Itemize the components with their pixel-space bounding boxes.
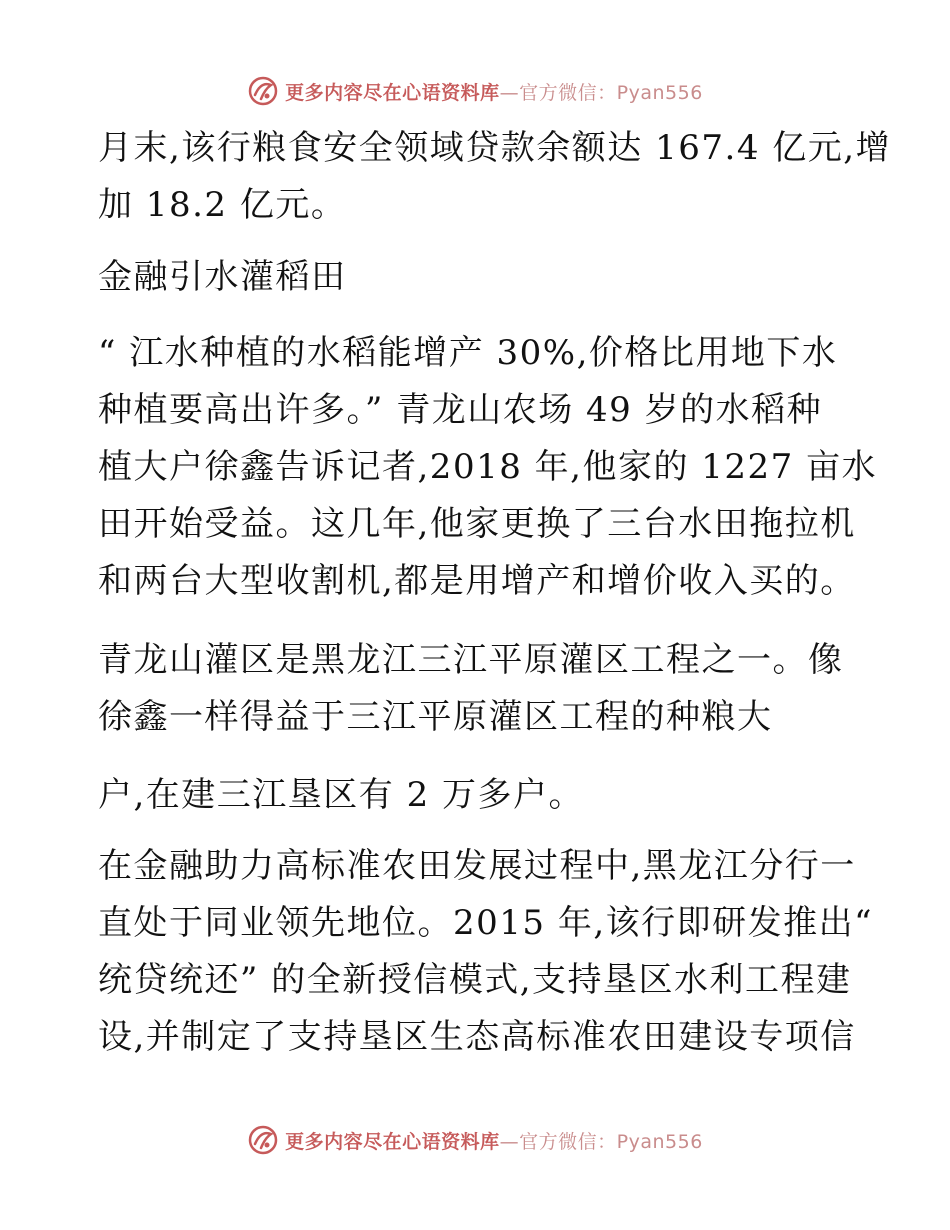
watermark-text xyxy=(285,78,703,105)
text-line: 田开始受益。这几年,他家更换了三台水田拖拉机 xyxy=(98,504,856,544)
text-line: 徐鑫一样得益于三江平原灌区工程的种粮大 xyxy=(98,697,773,737)
text-line: 设,并制定了支持垦区生态高标准农田建设专项信 xyxy=(98,1017,856,1057)
swirl-logo-icon xyxy=(247,75,279,107)
watermark-contact: 官方微信：Pyan556 xyxy=(519,81,703,104)
watermark-separator: — xyxy=(499,81,520,104)
text-line: 直处于同业领先地位。2015 年,该行即研发推出“ xyxy=(98,903,874,943)
text-line: 加 18.2 亿元。 xyxy=(98,185,347,225)
text-line: 月末,该行粮食安全领域贷款余额达 167.4 亿元,增 xyxy=(98,128,892,168)
watermark-brand: 更多内容尽在心语资料库 xyxy=(285,1130,500,1153)
text-line: 统贷统还” 的全新授信模式,支持垦区水利工程建 xyxy=(98,960,852,1000)
text-line: 在金融助力高标准农田发展过程中,黑龙江分行一 xyxy=(98,846,856,886)
watermark-brand: 更多内容尽在心语资料库 xyxy=(285,81,500,104)
swirl-logo-icon xyxy=(247,1124,279,1156)
text-line: 种植要高出许多。” 青龙山农场 49 岁的水稻种 xyxy=(98,390,823,430)
text-line: 户,在建三江垦区有 2 万多户。 xyxy=(98,775,585,815)
text-line: “ 江水种植的水稻能增产 30%,价格比用地下水 xyxy=(98,333,838,373)
section-heading: 金融引水灌稻田 xyxy=(98,257,347,297)
watermark-contact: 官方微信：Pyan556 xyxy=(519,1130,703,1153)
text-line: 和两台大型收割机,都是用增产和增价收入买的。 xyxy=(98,561,856,601)
text-line: 青龙山灌区是黑龙江三江平原灌区工程之一。像 xyxy=(98,640,844,680)
watermark-text xyxy=(285,1127,703,1154)
footer-watermark xyxy=(0,1120,950,1160)
watermark-separator: — xyxy=(499,1130,520,1153)
text-line: 植大户徐鑫告诉记者,2018 年,他家的 1227 亩水 xyxy=(98,447,878,487)
header-watermark xyxy=(0,71,950,111)
